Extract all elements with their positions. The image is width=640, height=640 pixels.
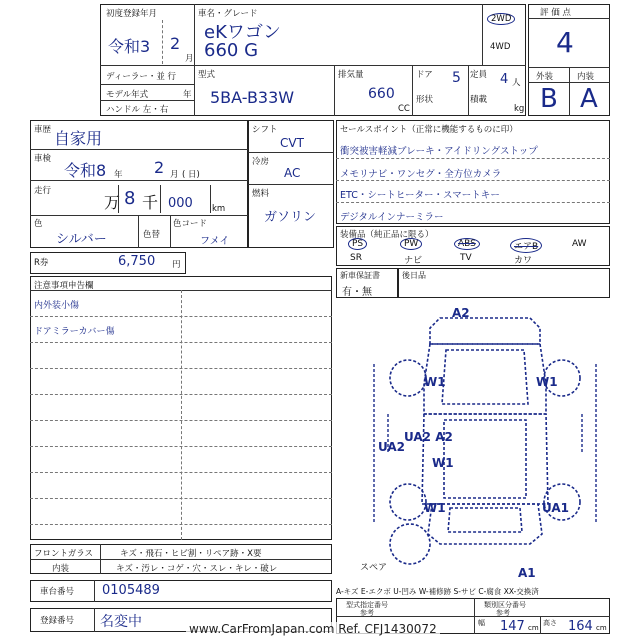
- reg-no-label: 登録番号: [40, 616, 75, 626]
- height-label: 高さ: [543, 619, 557, 627]
- year-unit: 年: [114, 170, 123, 180]
- classification-label: 類別区分番号: [484, 601, 526, 609]
- interior-value: キズ・汚レ・コゲ・穴・スレ・キレ・破レ: [116, 564, 278, 574]
- door-label: ドア: [416, 70, 433, 80]
- color-code-label: 色コード: [173, 219, 208, 229]
- int-label: 内装: [577, 72, 595, 82]
- equip-airbag: エアB: [510, 238, 542, 253]
- month-unit-2: 月: [170, 170, 179, 180]
- ac-label: 冷房: [252, 157, 270, 167]
- shift-label: シフト: [252, 125, 278, 135]
- score-value: 4: [556, 26, 574, 59]
- sen-unit: 千: [142, 193, 159, 212]
- sales-item: デジタルインナーミラー: [340, 212, 444, 223]
- fuel-value: ガソリン: [264, 210, 317, 225]
- windshield-value: キズ・飛石・ヒビ割・リペア跡・X要: [120, 549, 262, 559]
- damage-mark: W1: [432, 456, 454, 470]
- height-unit: cm: [596, 624, 607, 632]
- damage-legend: A-キズ E-エクボ U-凹み W-補修跡 S-サビ C-腐食 XX-交換済: [336, 587, 539, 596]
- car-name: eKワゴン: [204, 22, 281, 43]
- sales-item: 衝突被害軽減ブレーキ・アイドリングストップ: [340, 146, 538, 157]
- rear-items-box: [398, 268, 610, 298]
- inspection-label: 車検: [34, 154, 52, 164]
- inspection-month: 2: [154, 158, 165, 177]
- damage-mark: UA1: [542, 501, 570, 515]
- equip-sr: SR: [350, 253, 362, 263]
- car-no-label: 車台番号: [40, 587, 75, 597]
- note-item: 内外装小傷: [34, 301, 80, 311]
- int-score: A: [580, 84, 598, 114]
- shift-value: CVT: [280, 136, 304, 150]
- interior-label: 内装: [52, 564, 70, 574]
- km-unit: km: [212, 204, 226, 214]
- windshield-label: フロントガラス: [34, 549, 93, 559]
- height-value: 164: [568, 619, 593, 634]
- yen-unit: 円: [172, 260, 181, 270]
- car-number-box: [30, 580, 332, 602]
- reg-no-value: 名変中: [100, 614, 142, 630]
- grade: 660 G: [204, 40, 259, 61]
- equip-tv: TV: [460, 253, 472, 263]
- equip-ps: PS: [348, 238, 367, 250]
- drive-4wd: 4WD: [490, 42, 511, 52]
- ac-value: AC: [284, 166, 301, 180]
- warranty-label: 新車保証書: [340, 271, 380, 280]
- color-code-value: フメイ: [200, 236, 230, 247]
- ext-label: 外装: [536, 72, 554, 82]
- drive-2wd: 2WD: [487, 13, 515, 25]
- inspection-era: 令和8: [64, 161, 107, 180]
- notes-label: 注意事項申告欄: [34, 281, 94, 291]
- width-label: 幅: [478, 619, 485, 627]
- dealer-label: ディーラー・並 行: [106, 72, 177, 82]
- first-reg-label: 初度登録年月: [106, 9, 158, 19]
- usage-label: 車歴: [34, 125, 52, 135]
- color-label: 色: [34, 219, 43, 229]
- reference-label-2: 参考: [496, 609, 510, 617]
- damage-mark: W1: [424, 501, 446, 515]
- equip-leather: カワ: [514, 256, 533, 266]
- recycle-value: 6,750: [118, 254, 156, 269]
- ext-score: B: [540, 84, 558, 114]
- first-reg-month: 2: [170, 34, 181, 53]
- note-item: ドアミラーカバー傷: [34, 327, 115, 337]
- equipment-label: 装備品（純正品に限る）: [340, 230, 434, 240]
- rear-items-label: 後日品: [402, 271, 426, 280]
- damage-mark: A1: [518, 566, 536, 580]
- month-unit: 月: [185, 54, 194, 64]
- car-grade-label: 車名・グレード: [198, 9, 258, 19]
- displacement: 660: [368, 86, 395, 102]
- door-value: 5: [452, 70, 461, 86]
- mileage-rest: 000: [168, 196, 193, 211]
- day-paren: ( 日): [182, 170, 200, 180]
- spare-label: スペア: [360, 563, 388, 573]
- man-unit: 万: [104, 193, 121, 212]
- sales-label: セールスポイント（正常に機能するものに印）: [340, 125, 518, 135]
- damage-mark: W1: [424, 375, 446, 389]
- equip-abs: ABS: [454, 238, 480, 250]
- handle-label: ハンドル 左・右: [106, 105, 169, 115]
- capacity-value: 4: [500, 72, 509, 87]
- kg-unit: kg: [514, 104, 525, 114]
- equip-pw: PW: [400, 238, 422, 250]
- score-label: 評 価 点: [540, 8, 571, 18]
- model-year-label: モデル年式: [106, 90, 149, 100]
- recycle-label: R券: [34, 258, 49, 268]
- width-unit: cm: [528, 624, 539, 632]
- type-value: 5BA-B33W: [210, 88, 295, 107]
- capacity-label: 定員: [470, 70, 488, 80]
- model-designation-label: 型式指定番号: [346, 601, 388, 609]
- color-change-label: 色替: [143, 230, 161, 240]
- shape-label: 形状: [416, 95, 434, 105]
- usage-value: 自家用: [54, 129, 103, 148]
- cc-unit: CC: [398, 104, 410, 114]
- watermark: www.CarFromJapan.com Ref. CFJ1430072: [186, 622, 440, 636]
- width-value: 147: [500, 619, 525, 634]
- person-unit: 人: [512, 78, 521, 88]
- damage-mark: A2: [452, 306, 470, 320]
- damage-mark: UA2: [378, 440, 406, 454]
- reference-label-1: 参考: [360, 609, 374, 617]
- car-no-value: 0105489: [102, 583, 160, 598]
- warranty-value: 有・無: [342, 287, 372, 298]
- mileage-thousand: 8: [124, 188, 136, 209]
- displacement-label: 排気量: [338, 70, 364, 80]
- damage-mark: UA2 A2: [404, 430, 453, 444]
- first-reg-era: 令和3: [108, 37, 151, 56]
- mileage-label: 走行: [34, 186, 52, 196]
- recycle-box: [30, 252, 186, 274]
- year-label: 年: [183, 90, 192, 100]
- color-value: シルバー: [56, 232, 107, 247]
- damage-mark: W1: [536, 375, 558, 389]
- equip-navi: ナビ: [404, 256, 423, 266]
- load-label: 積載: [470, 95, 488, 105]
- type-label: 型式: [198, 70, 216, 80]
- sales-item: ETC・シートヒーター・スマートキー: [340, 190, 500, 201]
- fuel-label: 燃料: [252, 189, 270, 199]
- equip-aw: AW: [572, 239, 587, 249]
- sales-item: メモリナビ・ワンセグ・全方位カメラ: [340, 169, 502, 180]
